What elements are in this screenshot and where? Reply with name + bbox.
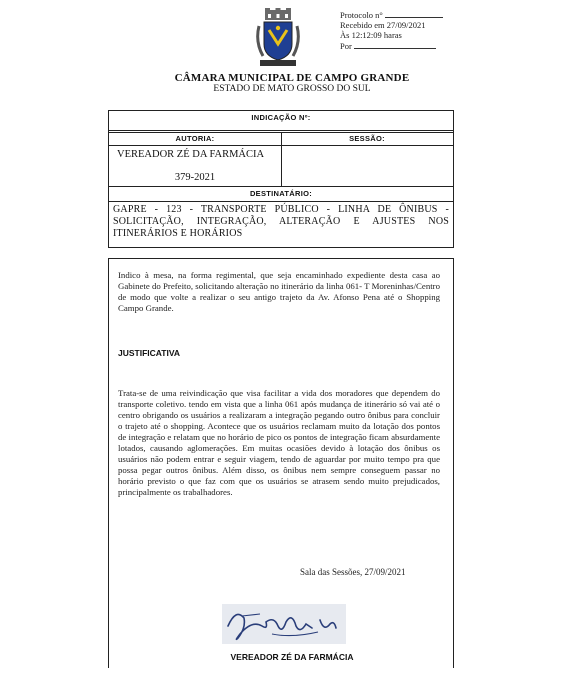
indication-number: 379-2021 [174, 172, 216, 183]
indicacao-label: INDICAÇÃO Nº: [251, 113, 311, 122]
protocol-stamp [340, 9, 443, 51]
justification-paragraph: Trata-se de uma reivindicação que visa facilitar a vida dos moradores que dependem do transporte coletivo. tendo em vista que a linha 061 após mudança de itinerário só vai até o centro obrigando os usuários a realizaram a integração pegando outro ônibus para concluir o trajeto até o shopping. Acontece que os usuários reclamam muito da lotação dos pontos de integração e relatam que no horário de pico os pontos de integração ficam absurdamente lotados, causando aglomerações. Em muitas ocasiões devido à lotação dos ônibus os usuários não podem entrar e seguir viagem, tendo de aguardar por muito tempo pra que possa pegar outros ônibus. Além disso, os ônibus nem sempre conseguem passar no horário previsto o que faz com que os usuários se atrasem sendo muito prejudicados, principalmente os trabalhadores. [118, 388, 440, 497]
indication-info-table [108, 110, 454, 248]
sessao-label: SESSÃO: [349, 134, 385, 143]
protocol-number-label: Protocolo n° [340, 10, 383, 20]
author-name: VEREADOR ZÉ DA FARMÁCIA [117, 149, 265, 160]
chamber-title: CÂMARA MUNICIPAL DE CAMPO GRANDE [174, 72, 410, 84]
received-by-label: Por [340, 41, 352, 51]
subject-text: GAPRE - 123 - TRANSPORTE PÚBLICO - LINHA DE ÔNIBUS - SOLICITAÇÃO, INTEGRAÇÃO, ALTERAÇÃO E AJUSTES NOS ITINERÁRIOS E HORÁRIOS [113, 204, 449, 239]
justification-title: JUSTIFICATIVA [118, 348, 181, 358]
handwritten-signature-icon [222, 604, 346, 644]
coat-of-arms-seal-icon [255, 8, 301, 68]
request-paragraph: Indico à mesa, na forma regimental, que seja encaminhado expediente desta casa ao Gabinete do Prefeito, solicitando alteração no itinerário da linha 061- T Moreninhas/Centro de modo que volte a realizar o seu antigo trajeto da Av. Afonso Pena até o Shopping Campo Grande. [118, 270, 440, 313]
session-date-line: Sala das Sessões, 27/09/2021 [300, 567, 406, 577]
destinatario-label: DESTINATÁRIO: [249, 189, 313, 198]
signer-name: VEREADOR ZÉ DA FARMÁCIA [230, 652, 354, 662]
received-date: Recebido em 27/09/2021 [340, 20, 426, 30]
state-title: ESTADO DE MATO GROSSO DO SUL [213, 84, 371, 94]
autoria-label: AUTORIA: [175, 134, 215, 143]
received-time: Às 12:12:09 haras [340, 30, 402, 40]
